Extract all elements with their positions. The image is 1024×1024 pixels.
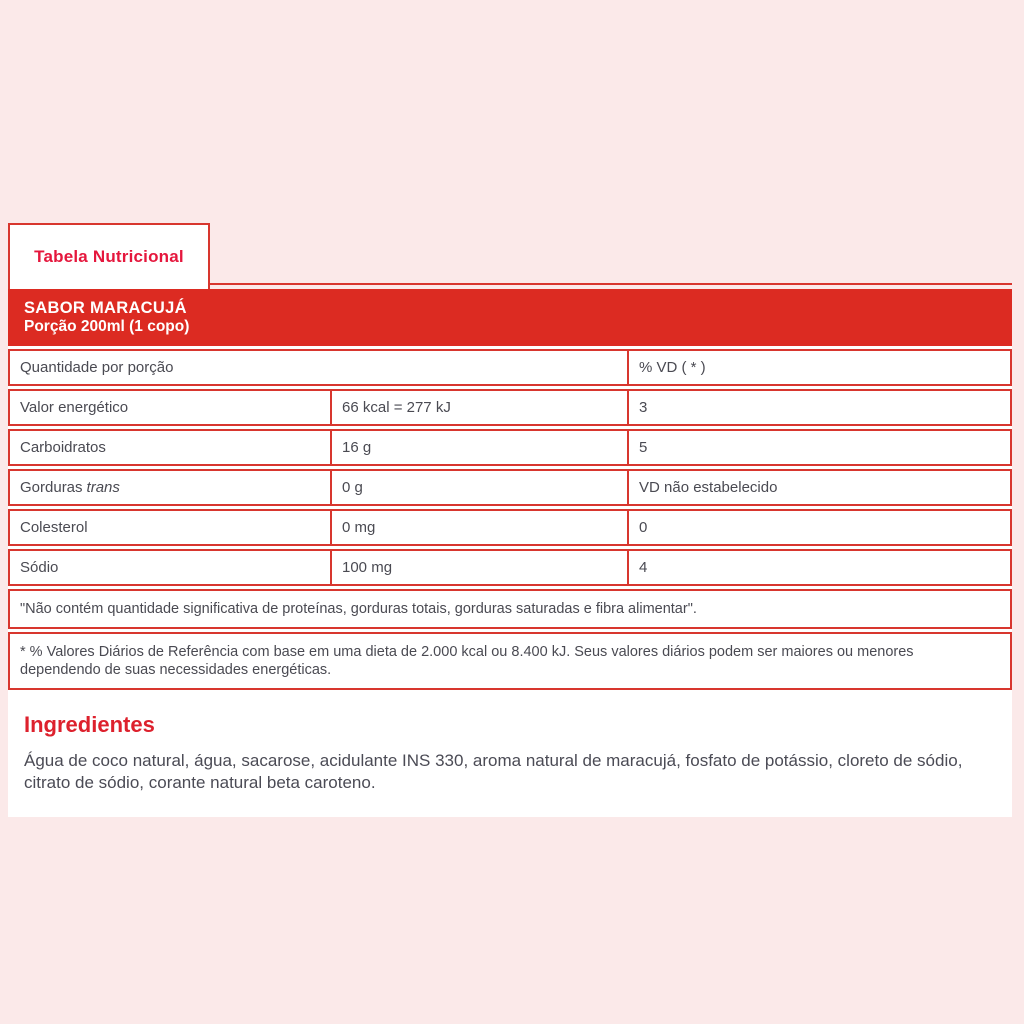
nutrient-name: Gorduras [20, 479, 83, 496]
nutrient-vd-cell [627, 511, 1010, 544]
nutrient-vd-cell [627, 551, 1010, 584]
flavor-header [8, 289, 1012, 346]
nutrient-name-cell [10, 471, 330, 504]
quantity-header-cell [10, 351, 627, 384]
nutrient-name-cell [10, 431, 330, 464]
footnote-daily-values: * % Valores Diários de Referência com base em uma dieta de 2.000 kcal ou 8.400 kJ. Seus valores diários podem ser maiores ou menores dependendo de suas necessidades energéticas. [20, 644, 914, 679]
vd-header-cell [627, 351, 1010, 384]
nutrient-name-cell [10, 551, 330, 584]
nutrient-name: Valor energético [20, 399, 129, 416]
table-row-carboidratos [8, 429, 1012, 466]
nutrient-amount-cell [330, 551, 627, 584]
footnote-no-significant: "Não contém quantidade significativa de proteínas, gorduras totais, gorduras saturadas e fibra alimentar". [20, 601, 697, 617]
quantity-header-label: Quantidade por porção [20, 359, 174, 376]
nutrient-name: Colesterol [20, 519, 88, 536]
footnote-cell [10, 634, 1010, 688]
tab-bar-divider [210, 223, 1012, 285]
footnote-row-daily-values [8, 632, 1012, 690]
nutrient-name-cell [10, 511, 330, 544]
tab-bar [8, 223, 1012, 289]
nutrient-amount-cell [330, 431, 627, 464]
table-row-sodio [8, 549, 1012, 586]
nutrient-amount-cell [330, 511, 627, 544]
nutrient-name: Sódio [20, 559, 59, 576]
nutrient-amount-cell [330, 391, 627, 424]
table-row-gorduras-trans [8, 469, 1012, 506]
nutrient-vd: VD não estabelecido [639, 479, 778, 496]
nutrient-vd: 4 [639, 559, 648, 576]
footnote-row-no-significant [8, 589, 1012, 629]
nutrient-name-italic: trans [86, 479, 120, 496]
nutrient-name-cell [10, 391, 330, 424]
nutrient-vd-cell [627, 471, 1010, 504]
table-row-colesterol [8, 509, 1012, 546]
nutrient-amount: 0 g [342, 479, 363, 496]
nutrition-section [8, 223, 1012, 817]
footnote-cell [10, 591, 1010, 627]
flavor-title: SABOR MARACUJÁ [24, 299, 187, 317]
nutrient-vd-cell [627, 431, 1010, 464]
nutrient-vd: 5 [639, 439, 648, 456]
nutrient-amount: 66 kcal = 277 kJ [342, 399, 451, 416]
tab-label: Tabela Nutricional [34, 247, 184, 266]
nutrient-amount: 16 g [342, 439, 372, 456]
tab-tabela-nutricional[interactable] [8, 223, 210, 289]
nutrient-amount: 0 mg [342, 519, 376, 536]
nutrient-amount: 100 mg [342, 559, 393, 576]
table-header-row [8, 349, 1012, 386]
nutrient-amount-cell [330, 471, 627, 504]
ingredients-section [8, 690, 1012, 798]
vd-header-label: % VD ( * ) [639, 359, 706, 376]
nutrient-vd-cell [627, 391, 1010, 424]
nutrition-panel [8, 289, 1012, 817]
table-row-valor-energetico [8, 389, 1012, 426]
portion-subtitle: Porção 200ml (1 copo) [24, 318, 190, 335]
nutrient-name: Carboidratos [20, 439, 106, 456]
ingredients-text: Água de coco natural, água, sacarose, acidulante INS 330, aroma natural de maracujá, fosfato de potássio, cloreto de sódio, citrato de sódio, corante natural beta caroteno. [24, 751, 963, 793]
nutrient-vd: 3 [639, 399, 648, 416]
ingredients-title: Ingredientes [24, 712, 155, 738]
nutrient-vd: 0 [639, 519, 648, 536]
